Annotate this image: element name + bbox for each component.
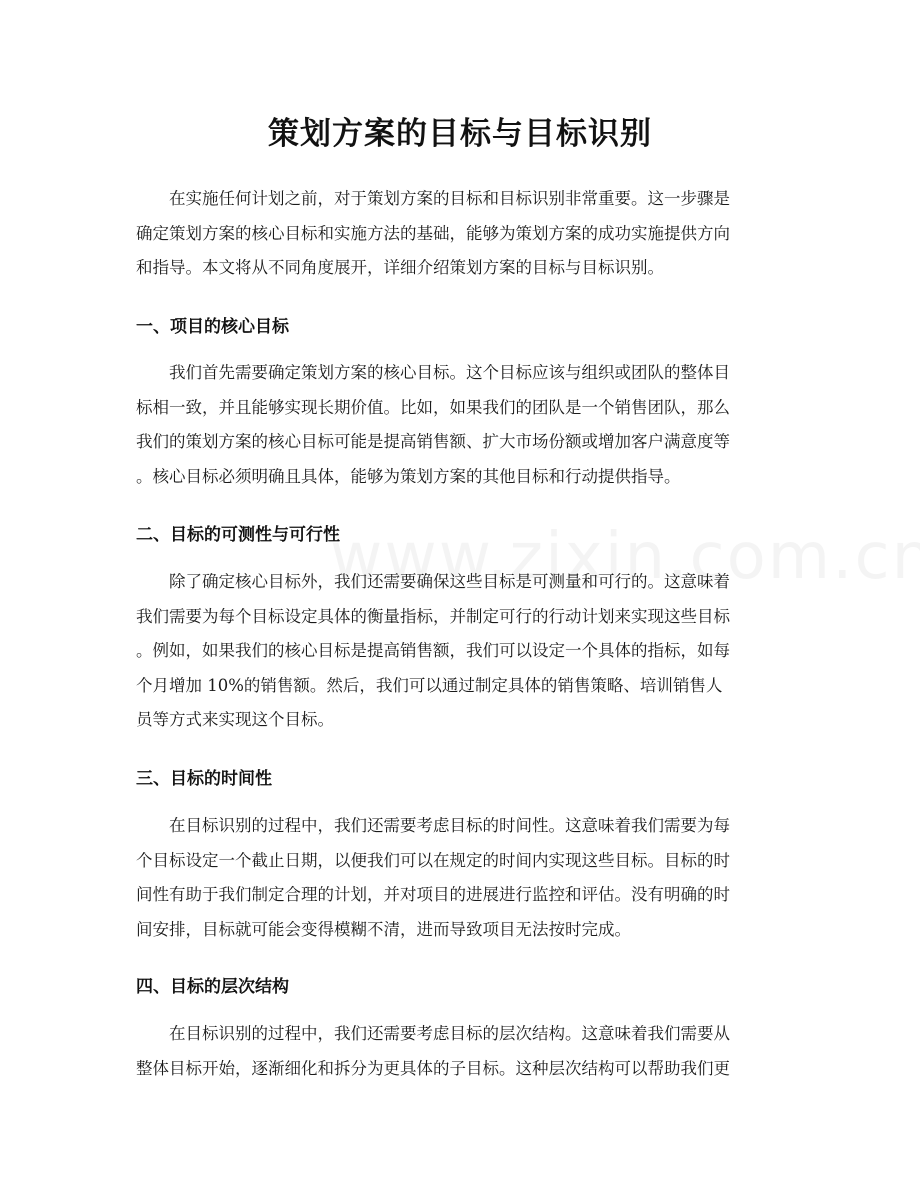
section-heading-3: 三、目标的时间性 bbox=[136, 769, 272, 789]
section-heading-2: 二、目标的可测性与可行性 bbox=[136, 525, 340, 545]
page-title: 策划方案的目标与目标识别 bbox=[268, 116, 652, 152]
section-paragraph-1 bbox=[136, 356, 786, 494]
paragraph-line: 在目标识别的过程中，我们还需要考虑目标的时间性。这意味着我们需要为每 bbox=[169, 816, 730, 835]
paragraph-line: 间性有助于我们制定合理的计划，并对项目的进展进行监控和评估。没有明确的时 bbox=[136, 885, 730, 904]
paragraph-line: 我们的策划方案的核心目标可能是提高销售额、扩大市场份额或增加客户满意度等 bbox=[136, 432, 730, 451]
paragraph-line: 我们首先需要确定策划方案的核心目标。这个目标应该与组织或团队的整体目 bbox=[169, 363, 730, 382]
section-paragraph-2 bbox=[136, 565, 786, 738]
paragraph-line: 员等方式来实现这个目标。 bbox=[136, 710, 334, 729]
paragraph-line: 个月增加 10%的销售额。然后，我们可以通过制定具体的销售策略、培训销售人 bbox=[136, 675, 723, 695]
intro-paragraph bbox=[136, 182, 786, 286]
paragraph-line: 个目标设定一个截止日期，以便我们可以在规定的时间内实现这些目标。目标的时 bbox=[136, 850, 730, 870]
section-heading-4: 四、目标的层次结构 bbox=[136, 977, 289, 997]
paragraph-line: 。例如，如果我们的核心目标是提高销售额，我们可以设定一个具体的指标，如每 bbox=[136, 641, 730, 660]
section-paragraph-4 bbox=[136, 1017, 786, 1086]
intro-line: 在实施任何计划之前，对于策划方案的目标和目标识别非常重要。这一步骤是 bbox=[169, 189, 730, 208]
paragraph-line: 标相一致，并且能够实现长期价值。比如，如果我们的团队是一个销售团队，那么 bbox=[136, 397, 730, 417]
intro-line: 和指导。本文将从不同角度展开，详细介绍策划方案的目标与目标识别。 bbox=[136, 258, 664, 277]
paragraph-line: 间安排，目标就可能会变得模糊不清，进而导致项目无法按时完成。 bbox=[136, 919, 631, 939]
intro-line: 确定策划方案的核心目标和实施方法的基础，能够为策划方案的成功实施提供方向 bbox=[136, 223, 730, 243]
paragraph-line: 。核心目标必须明确且具体，能够为策划方案的其他目标和行动提供指导。 bbox=[136, 466, 681, 486]
section-heading-1: 一、项目的核心目标 bbox=[136, 317, 289, 337]
paragraph-line: 除了确定核心目标外，我们还需要确保这些目标是可测量和可行的。这意味着 bbox=[169, 572, 730, 591]
section-paragraph-3 bbox=[136, 809, 786, 947]
paragraph-line: 我们需要为每个目标设定具体的衡量指标，并制定可行的行动计划来实现这些目标 bbox=[136, 606, 730, 626]
paragraph-line: 整体目标开始，逐渐细化和拆分为更具体的子目标。这种层次结构可以帮助我们更 bbox=[136, 1058, 730, 1078]
paragraph-line: 在目标识别的过程中，我们还需要考虑目标的层次结构。这意味着我们需要从 bbox=[169, 1024, 730, 1043]
